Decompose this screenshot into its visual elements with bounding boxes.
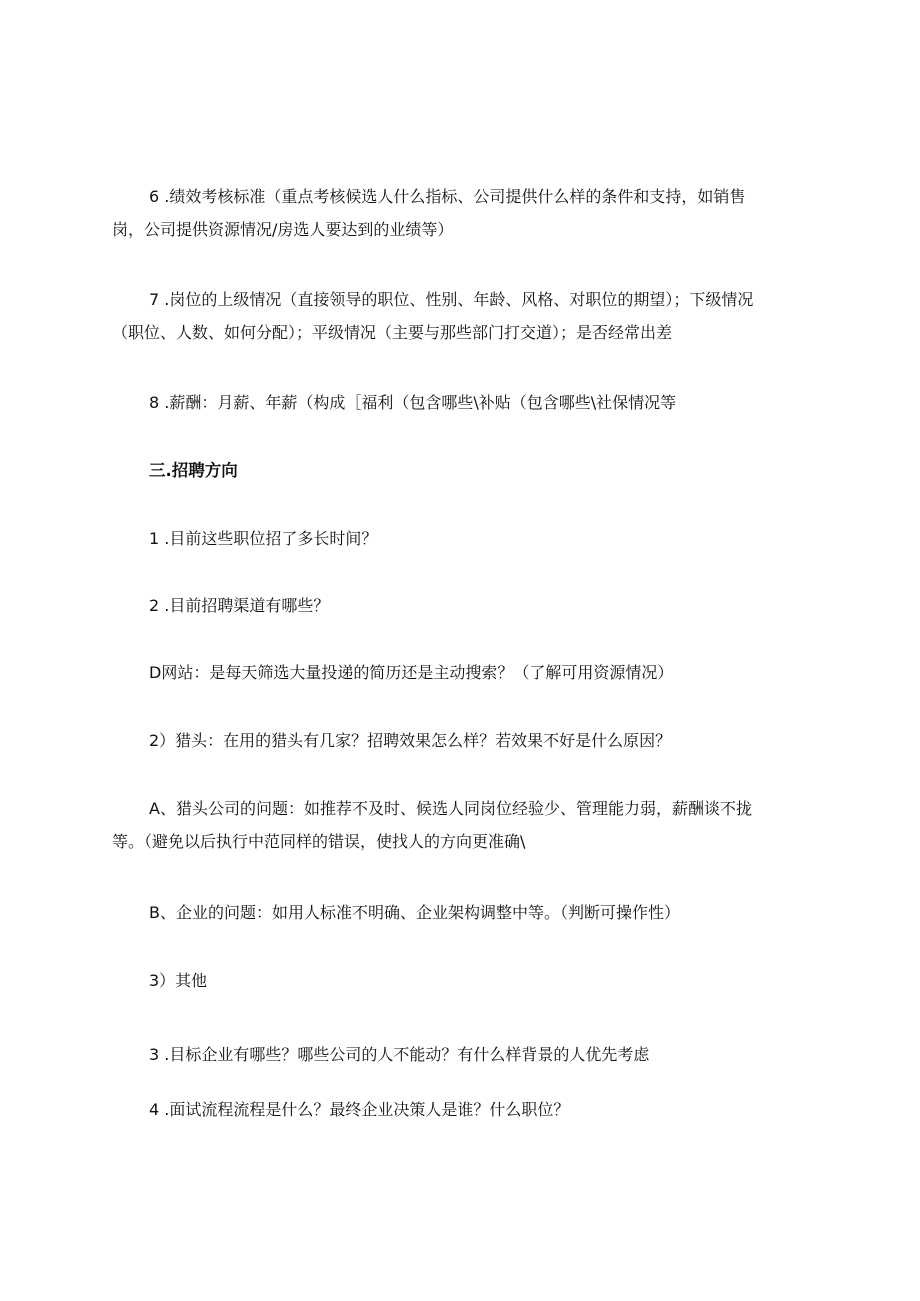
paragraph-target-companies [112,1038,812,1071]
paragraph-line: 3）其他 [149,971,208,990]
paragraph-salary [112,386,812,419]
paragraph-line: 6 .绩效考核标准（重点考核候选人什么指标、公司提供什么样的条件和支持，如销售 [149,187,746,206]
paragraph-line: （职位、人数、如何分配）；平级情况（主要与那些部门打交道）；是否经常出差 [112,323,673,342]
section-heading-recruitment-direction [112,454,812,487]
paragraph-line: 3 .目标企业有哪些？哪些公司的人不能动？有什么样背景的人优先考虑 [149,1045,650,1064]
paragraph-line: D网站：是每天筛选大量投递的简历还是主动搜索？（了解可用资源情况） [149,663,674,682]
paragraph-line: 4 .面试流程流程是什么？最终企业决策人是谁？什么职位？ [149,1100,570,1119]
paragraph-line: 8 .薪酬：月薪、年薪（构成［福利（包含哪些\补贴（包含哪些\社保情况等 [149,393,677,412]
paragraph-line: 2）猎头：在用的猎头有几家？招聘效果怎么样？若效果不好是什么原因？ [149,731,672,750]
paragraph-recruit-channels [112,589,812,622]
paragraph-channel-headhunter [112,724,812,757]
paragraph-line: 等。（避免以后执行中范同样的错误，使找人的方向更准确\ [112,832,526,851]
paragraph-channel-other [112,964,812,997]
paragraph-line: 1 .目前这些职位招了多长时间？ [149,529,378,548]
paragraph-performance-criteria [112,180,812,246]
section-title: 三.招聘方向 [149,461,238,480]
paragraph-interview-process [112,1093,812,1126]
paragraph-superior-info [112,283,812,349]
paragraph-line: 2 .目前招聘渠道有哪些？ [149,596,330,615]
paragraph-line: 岗，公司提供资源情况/房选人要达到的业绩等） [112,220,454,239]
paragraph-company-issues [112,896,812,929]
paragraph-channel-website [112,656,812,689]
paragraph-line: B、企业的问题：如用人标准不明确、企业架构调整中等。（判断可操作性） [149,903,680,922]
paragraph-line: 7 .岗位的上级情况（直接领导的职位、性别、年龄、风格、对职位的期望）；下级情况 [149,290,754,309]
paragraph-headhunter-issues [112,792,812,858]
paragraph-recruit-duration [112,522,812,555]
paragraph-line: A、猎头公司的问题：如推荐不及时、候选人同岗位经验少、管理能力弱，薪酬谈不拢 [149,799,752,818]
